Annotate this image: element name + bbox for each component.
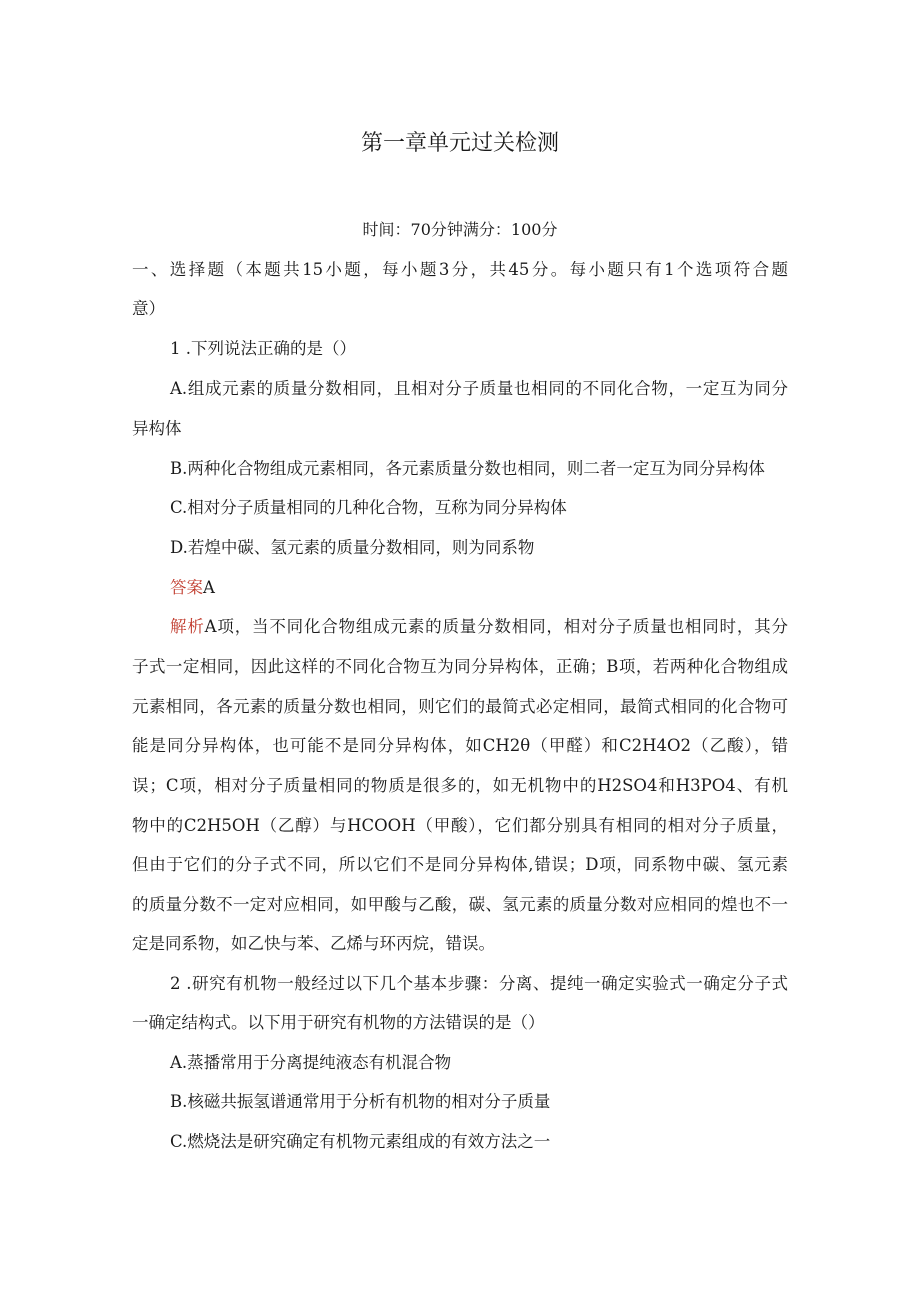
q1-stem: 1 .下列说法正确的是（） [170, 339, 356, 358]
q2-option-b: B.核磁共振氢谱通常用于分析有机物的相对分子质量 [170, 1092, 551, 1111]
q1-analysis-line2: 子式一定相同，因此这样的不同化合物互为同分异构体，正确；B项，若两种化合物组成 [132, 657, 788, 676]
q1-analysis-line3: 元素相同，各元素的质量分数也相同，则它们的最简式必定相同，最简式相同的化合物可 [132, 697, 788, 716]
analysis-text-line1: A项，当不同化合物组成元素的质量分数相同，相对分子质量也相同时，其分 [204, 617, 789, 636]
q1-option-a-line1: A.组成元素的质量分数相同，且相对分子质量也相同的不同化合物，一定互为同分 [170, 379, 788, 398]
q1-option-a-line2: 异构体 [132, 419, 182, 438]
answer-value: A [203, 578, 215, 597]
q2-option-c: C.燃烧法是研究确定有机物元素组成的有效方法之一 [170, 1132, 551, 1151]
q1-analysis-line7: 但由于它们的分子式不同，所以它们不是同分异构体,错误；D项，同系物中碳、氢元素 [132, 855, 788, 874]
q1-analysis-line1 [170, 616, 788, 638]
q1-analysis-line8: 的质量分数不一定对应相同，如甲酸与乙酸，碳、氢元素的质量分数对应相同的煌也不一 [132, 895, 788, 914]
q1-analysis-line9: 定是同系物，如乙快与苯、乙烯与环丙烷，错误。 [132, 934, 495, 953]
q1-answer [170, 577, 215, 599]
section-heading-line1: 一、选择题（本题共15小题，每小题3分，共45分。每小题只有1个选项符合题 [132, 260, 788, 279]
exam-meta: 时间：70分钟满分：100分 [362, 220, 558, 239]
q2-option-a: A.蒸播常用于分离提纯液态有机混合物 [170, 1053, 452, 1072]
q1-analysis-line6: 物中的C2H5OH（乙醇）与HCOOH（甲酸），它们都分别具有相同的相对分子质量， [132, 816, 788, 835]
q1-analysis-line4: 能是同分异构体，也可能不是同分异构体，如CH2θ（甲醛）和C2H4O2（乙酸），错 [132, 736, 788, 755]
q2-stem-line1: 2 .研究有机物一般经过以下几个基本步骤：分离、提纯一确定实验式一确定分子式 [170, 974, 788, 993]
q1-option-b: B.两种化合物组成元素相同，各元素质量分数也相同，则二者一定互为同分异构体 [170, 459, 765, 478]
page-title: 第一章单元过关检测 [360, 131, 559, 156]
q1-option-c: C.相对分子质量相同的几种化合物，互称为同分异构体 [170, 498, 567, 517]
q1-option-d: D.若煌中碳、氢元素的质量分数相同，则为同系物 [170, 538, 535, 557]
answer-label: 答案 [170, 578, 203, 597]
analysis-label: 解析 [170, 617, 205, 636]
section-heading-line2: 意） [132, 299, 165, 318]
q1-analysis-line5: 误；C项，相对分子质量相同的物质是很多的，如无机物中的H2SO4和H3PO4、有机 [132, 776, 788, 795]
q2-stem-line2: 一确定结构式。以下用于研究有机物的方法错误的是（） [132, 1013, 545, 1032]
